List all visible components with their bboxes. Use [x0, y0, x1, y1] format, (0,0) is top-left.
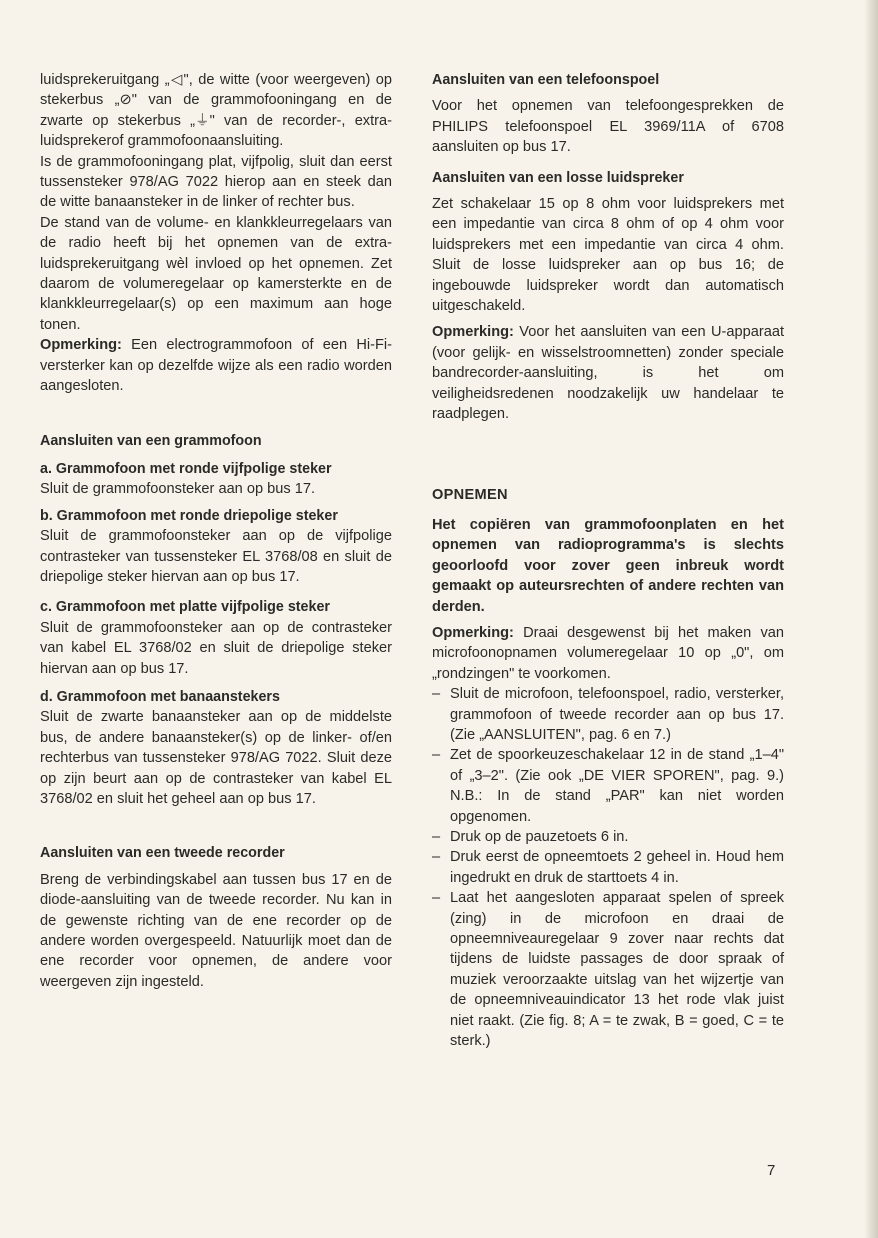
list-item: – Druk op de pauzetoets 6 in. [432, 827, 784, 847]
list-dash: – [432, 686, 441, 703]
recording-warning: Het copiëren van grammofoonplaten en het opnemen van radioprogramma's is slechts geoorloofd voor zover geen inbreuk wordt gemaakt op auteursrechten of andere rechten van derden. [432, 516, 784, 615]
note-label: Opmerking: [40, 337, 122, 354]
list-dash: – [432, 849, 441, 866]
intro-note [40, 335, 392, 396]
speaker-heading: Aansluiten van een losse luidspreker [432, 169, 684, 186]
second-recorder-text: Breng de verbindingskabel aan tussen bus 17 en de diode-aansluiting van de tweede recorder. Nu kan in de gewenste richting van de ene recorder op de andere worden overgespeeld. Natuurlijk moet dan de ene recorder voor opnemen, de andere voor weergeven zijn ingesteld. [40, 871, 392, 990]
list-dash: – [432, 747, 441, 764]
list-dash: – [432, 829, 441, 845]
gramophone-b-text: Sluit de grammofoonsteker aan op de vijfpolige contrasteker van tussensteker EL 3768/08 en sluit de driepolige steker hiervan aan op bus 17. [40, 528, 392, 585]
intro-paragraph-1: luidsprekeruitgang „◁", de witte (voor weergeven) op stekerbus „⊘" van de grammofooningang en de zwarte op stekerbus „⏚" van de recorder-, extra-luidsprekerof grammofoonaansluiting. [40, 72, 392, 150]
gramophone-a-title: a. Grammofoon met ronde vijfpolige steker [40, 460, 332, 477]
gramophone-d-title: d. Grammofoon met banaanstekers [40, 688, 280, 705]
note-text: Voor het aansluiten van een U-apparaat (voor gelijk- en wisselstroomnetten) zonder speciale bandrecorder-aansluiting, is het om veiligheidsredenen noodzakelijk uw handelaar te raadplegen. [432, 324, 784, 423]
gramophone-heading: Aansluiten van een grammofoon [40, 432, 262, 449]
gramophone-d-text: Sluit de zwarte banaansteker aan op de middelste bus, de andere banaansteker(s) op de linker- of/en rechterbus van tussensteker 978/AG 7022. Sluit deze op zijn beurt aan op de contrasteker van kabel EL 3768/02 en sluit het geheel aan op bus 17. [40, 709, 392, 807]
list-item: – Druk eerst de opneemtoets 2 geheel in. Houd hem ingedrukt en druk de starttoets 4 in. [432, 849, 784, 886]
gramophone-a-text: Sluit de grammofoonsteker aan op bus 17. [40, 481, 316, 498]
right-column [432, 70, 784, 1051]
phone-coil-heading: Aansluiten van een telefoonspoel [432, 72, 660, 88]
page-number: 7 [767, 1162, 776, 1179]
list-item: – Laat het aangesloten apparaat spelen of spreek (zing) in de microfoon en draai de opneemniveauregelaar 9 zover naar rechts dat tijdens de luidste passages de door spraak of muziek veroorzaakte uitslag van het wijzertje van de opneemniveauindicator 13 het rode vlak juist niet raakt. (Zie fig. 8; A = te zwak, B = goed, C = te sterk.) [432, 890, 784, 1050]
gramophone-b-title: b. Grammofoon met ronde driepolige steker [40, 507, 338, 524]
gramophone-c-text: Sluit de grammofoonsteker aan op de contrasteker van kabel EL 3768/02 en sluit de driepolige steker hiervan aan op bus 17. [40, 619, 392, 677]
recording-note [432, 623, 784, 684]
page-edge-shadow [864, 0, 878, 1238]
speaker-text: Zet schakelaar 15 op 8 ohm voor luidsprekers met een impedantie van circa 8 ohm of op 4 ohm voor luidsprekers met een impedantie van circa 4 ohm. Sluit de losse luidspreker aan op bus 16; de ingebouwde luidspreker wordt dan automatisch uitgeschakeld. [432, 196, 784, 315]
note-label: Opmerking: [432, 324, 514, 341]
list-dash: – [432, 890, 441, 907]
list-item: – Zet de spoorkeuzeschakelaar 12 in de stand „1–4" of „3–2". (Zie ook „DE VIER SPOREN", pag. 9.) N.B.: In de stand „PAR" kan niet worden opgenomen. [432, 747, 784, 825]
recording-heading: OPNEMEN [432, 486, 508, 503]
left-column [40, 70, 392, 992]
speaker-note [432, 322, 784, 424]
second-recorder-heading: Aansluiten van een tweede recorder [40, 845, 285, 862]
note-text: Een electrogrammofoon of een Hi-Fi-versterker kan op dezelfde wijze als een radio worden aangesloten. [40, 337, 392, 395]
recording-steps [432, 684, 784, 1051]
note-text: Draai desgewenst bij het maken van microfoonopnamen volumeregelaar 10 op „0", om „rondzingen" te voorkomen. [432, 624, 784, 682]
intro-paragraph-3: De stand van de volume- en klankkleurregelaars van de radio heeft bij het opnemen van de extra-luidsprekeruitgang wèl invloed op het opnemen. Zet daarom de volumeregelaar op kamersterkte en de klankkleurregelaar(s) op een maximum aan hoge tonen. [40, 214, 392, 333]
note-label: Opmerking: [432, 624, 514, 641]
intro-paragraph-2: Is de grammofooningang plat, vijfpolig, sluit dan eerst tussensteker 978/AG 7022 hierop aan en steek dan de witte banaansteker in de linker of rechter bus. [40, 153, 392, 211]
gramophone-c-title: c. Grammofoon met platte vijfpolige steker [40, 599, 330, 616]
list-item: – Sluit de microfoon, telefoonspoel, radio, versterker, grammofoon of tweede recorder aan op bus 17. (Zie „AANSLUITEN", pag. 6 en 7.) [432, 686, 784, 743]
phone-coil-text: Voor het opnemen van telefoongesprekken de PHILIPS telefoonspoel EL 3969/11A of 6708 aansluiten op bus 17. [432, 98, 784, 156]
